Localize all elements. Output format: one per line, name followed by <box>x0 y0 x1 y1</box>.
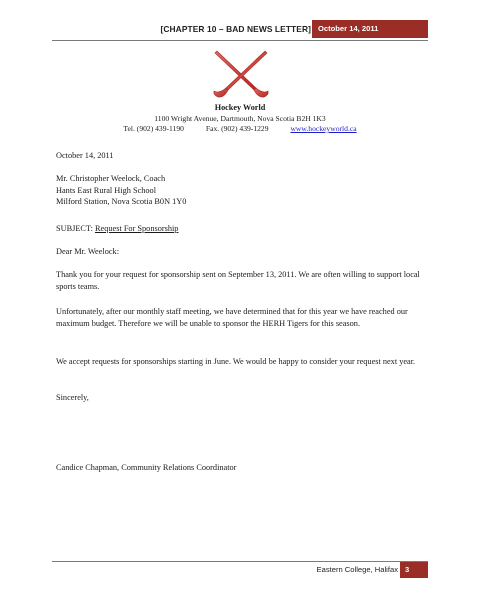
chapter-title: [CHAPTER 10 – BAD NEWS LETTER] <box>160 24 311 34</box>
page-header <box>52 23 428 41</box>
recipient-name: Mr. Christopher Weelock, Coach <box>56 174 166 183</box>
page-number: 3 <box>400 562 428 578</box>
telephone-number: Tel. (902) 439-1190 <box>123 124 184 133</box>
recipient-address <box>56 173 426 208</box>
website-link[interactable]: www.hockeyworld.ca <box>290 124 357 133</box>
body-paragraph: Thank you for your request for sponsorship sent on September 13, 2011. We are often willing to support local sports teams. <box>56 270 420 291</box>
signature-line: Candice Chapman, Community Relations Coordinator <box>56 463 237 472</box>
company-address: 1100 Wright Avenue, Dartmouth, Nova Scotia B2H 1K3 <box>154 114 326 123</box>
body-paragraph: We accept requests for sponsorships starting in June. We would be happy to consider your request next year. <box>56 357 416 366</box>
letter-date: October 14, 2011 <box>56 151 114 160</box>
page-footer <box>52 561 428 578</box>
crossed-hockey-sticks-icon <box>211 50 271 100</box>
fax-number: Fax. (902) 439-1229 <box>205 124 269 133</box>
body-paragraph: Unfortunately, after our monthly staff meeting, we have determined that for this year we have reached our maximum budget. Therefore we will be unable to sponsor the HERH Tigers for this season. <box>56 307 408 328</box>
recipient-school: Hants East Rural High School <box>56 185 157 195</box>
recipient-location: Milford Station, Nova Scotia B0N 1Y0 <box>56 197 187 207</box>
subject-line <box>56 223 426 235</box>
contact-line <box>0 124 480 133</box>
subject-label: SUBJECT: <box>56 224 96 233</box>
salutation: Dear Mr. Weelock: <box>56 247 119 256</box>
header-date-badge: October 14, 2011 <box>312 20 428 38</box>
footer-college: Eastern College, Halifax <box>316 565 398 574</box>
closing: Sincerely, <box>56 393 89 402</box>
subject-text: Request For Sponsorship <box>95 224 179 233</box>
company-name: Hockey World <box>214 103 266 112</box>
